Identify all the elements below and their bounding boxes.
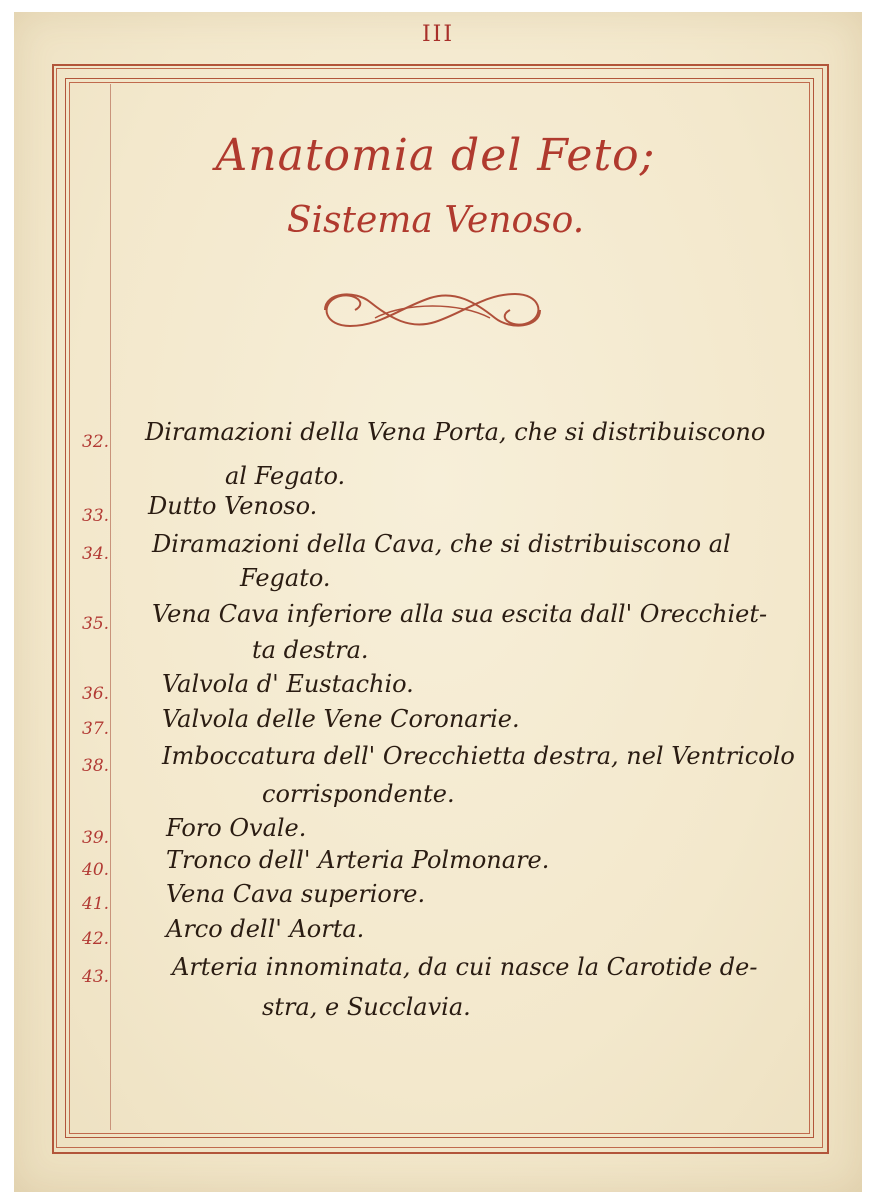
entry-number: 40. [82,860,110,880]
entry-text-continuation: Fegato. [240,564,331,592]
entry-number: 33. [82,506,110,526]
folio-number: III [421,22,455,47]
page-subtitle: Sistema Venoso. [286,200,585,241]
entry-text-continuation: corrispondente. [262,780,455,808]
entry-number: 36. [82,684,110,704]
entry-text: Vena Cava inferiore alla sua escita dall' Orecchiet- [152,600,768,628]
entry-number: 41. [82,894,110,914]
entry-text: Diramazioni della Vena Porta, che si distribuiscono [145,418,766,446]
entry-text: Valvola delle Vene Coronarie. [162,705,520,733]
entry-text: Arco dell' Aorta. [166,915,365,943]
entry-number: 39. [82,828,110,848]
entry-text: Tronco dell' Arteria Polmonare. [166,846,550,874]
entry-text: Imboccatura dell' Orecchietta destra, nel Ventricolo [162,742,795,770]
entry-text-continuation: ta destra. [252,636,369,664]
flourish-ornament [315,282,550,338]
entry-number: 37. [82,719,110,739]
entry-text: Vena Cava superiore. [166,880,426,908]
entry-number: 43. [82,967,110,987]
entry-text: Diramazioni della Cava, che si distribuiscono al [152,530,731,558]
entry-number: 38. [82,756,110,776]
entry-text-continuation: al Fegato. [225,462,346,490]
entry-text: Valvola d' Eustachio. [162,670,414,698]
entry-number: 42. [82,929,110,949]
entry-text: Foro Ovale. [166,814,307,842]
entry-text: Arteria innominata, da cui nasce la Carotide de- [172,953,758,981]
entry-text: Dutto Venoso. [148,492,318,520]
entry-number: 35. [82,614,110,634]
page-title: Anatomia del Feto; [215,130,656,181]
entry-text-continuation: stra, e Succlavia. [262,993,471,1021]
entry-number: 32. [82,432,110,452]
entry-number: 34. [82,544,110,564]
